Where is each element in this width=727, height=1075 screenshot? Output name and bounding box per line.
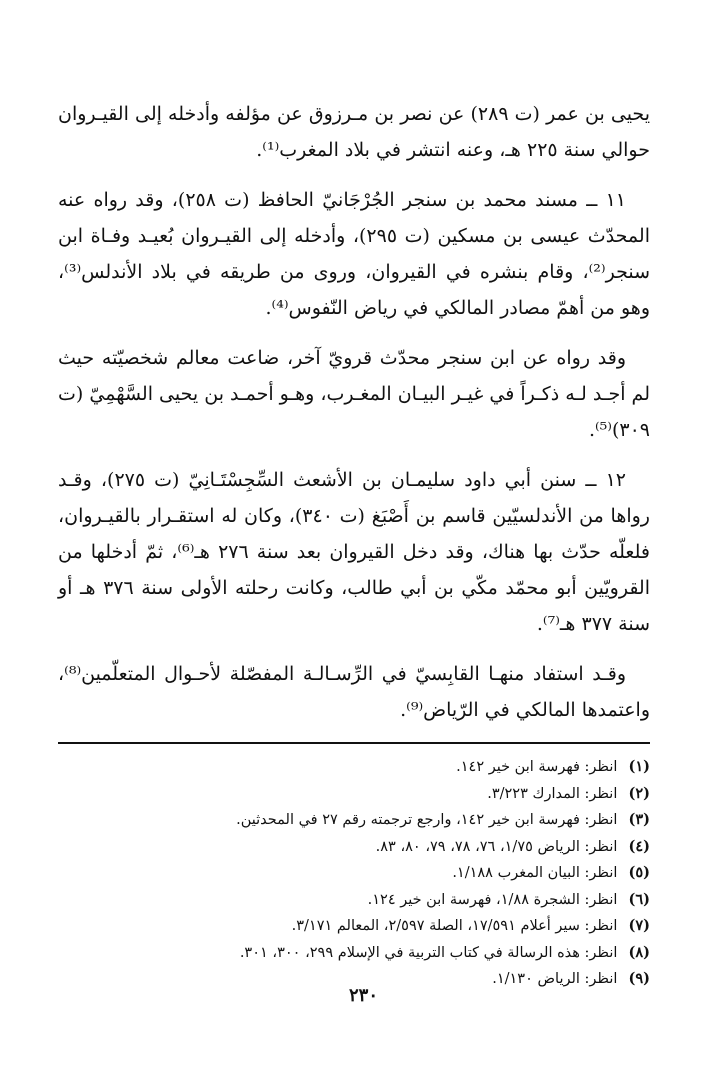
footnote-text: انظر: البيان المغرب ١/١٨٨. [452, 865, 618, 881]
footnote-text: انظر: فهرسة ابن خير ١٤٢، وارجع ترجمته رقم ٢٧ في المحدثين. [236, 812, 618, 828]
footnote [58, 834, 650, 861]
page-content [58, 96, 650, 993]
footnote-number: (٤) [628, 837, 650, 855]
footnote-text: انظر: الشجرة ١/٨٨، فهرسة ابن خير ١٢٤. [367, 891, 618, 908]
body-paragraph: ١٢ ــ سنن أبي داود سليمـان بن الأشعث السِّجِسْتَـانِيّ (ت ٢٧٥)، وقـد رواها من الأندلسيّين قاسم بن أَصْبَغ (ت ٣٤٠)، وكان له استقـرار بالقيـروان، فلعلّه حدّث بها هناك، وقد دخل القيروان بعد سنة ٢٧٦ هـ⁽⁶⁾، ثمّ أدخلها من القرويّين أبو محمّد مكّي بن أبي طالب، وكانت رحلته الأولى سنة ٣٧٦ هـ أو سنة ٣٧٧ هـ⁽⁷⁾. [58, 469, 650, 635]
footnote [58, 913, 650, 940]
body-paragraph: يحيى بن عمر (ت ٢٨٩) عن نصر بن مـرزوق عن مؤلفه وأدخله إلى القيـروان حوالي سنة ٢٢٥ هـ، وعنه انتشر في بلاد المغرب⁽¹⁾. [58, 103, 650, 161]
footnote [58, 887, 650, 914]
body-paragraph: وقد رواه عن ابن سنجر محدّث قرويّ آخر، ضاعت معالم شخصيّته حيث لم أجـد لـه ذكـراً في غيـر البيـان المغـرب، وهـو أحمـد بن يحيى السَّهْمِيّ (ت ٣٠٩)⁽⁵⁾. [58, 347, 650, 441]
footnote-number: (٨) [628, 943, 650, 961]
footnote [58, 940, 650, 967]
footnote-text: انظر: الرياض ١/٧٥، ٧٦، ٧٨، ٧٩، ٨٠، ٨٣. [375, 838, 618, 855]
footnote-text: انظر: هذه الرسالة في كتاب التربية في الإسلام ٢٩٩، ٣٠٠، ٣٠١. [239, 944, 618, 961]
footnote [58, 860, 650, 887]
footnote-text: انظر: المدارك ٣/٢٢٣. [487, 785, 618, 802]
footnote-number: (٦) [628, 890, 650, 908]
footnote [58, 754, 650, 781]
footnote-number: (٩) [628, 970, 650, 987]
footnote [58, 807, 650, 834]
footnote-divider [58, 742, 650, 744]
page-number: ٢٣٠ [348, 985, 378, 1006]
body-paragraph: وقـد استفاد منهـا القابِسيّ في الرِّسـالـة المفصّلة لأحـوال المتعلّمين⁽⁸⁾، واعتمدها المالكي في الرّياض⁽⁹⁾. [58, 663, 650, 721]
footnote-number: (٥) [628, 864, 650, 881]
footnote-number: (٣) [628, 811, 650, 828]
body-paragraph: ١١ ــ مسند محمد بن سنجر الجُرْجَانيّ الحافظ (ت ٢٥٨)، وقد رواه عنه المحدّث عيسى بن مسكين (ت ٢٩٥)، وأدخله إلى القيـروان بُعيـد وفـاة ابن سنجر⁽²⁾، وقام بنشره في القيروان، وروى من طريقه في بلاد الأندلس⁽³⁾، وهو من أهمّ مصادر المالكي في رياض النّفوس⁽⁴⁾. [58, 189, 650, 319]
footnote-text: انظر: سير أعلام ١٧/٥٩١، الصلة ٢/٥٩٧، المعالم ٣/١٧١. [291, 918, 618, 934]
footnote [58, 781, 650, 808]
footnote-text: انظر: الرياض ١/١٣٠. [492, 971, 618, 987]
footnote-number: (٧) [628, 917, 650, 934]
footnotes [58, 754, 650, 993]
footnote-text: انظر: فهرسة ابن خير ١٤٢. [456, 759, 618, 775]
footnote-number: (١) [628, 758, 650, 775]
footnote-number: (٢) [628, 784, 650, 802]
